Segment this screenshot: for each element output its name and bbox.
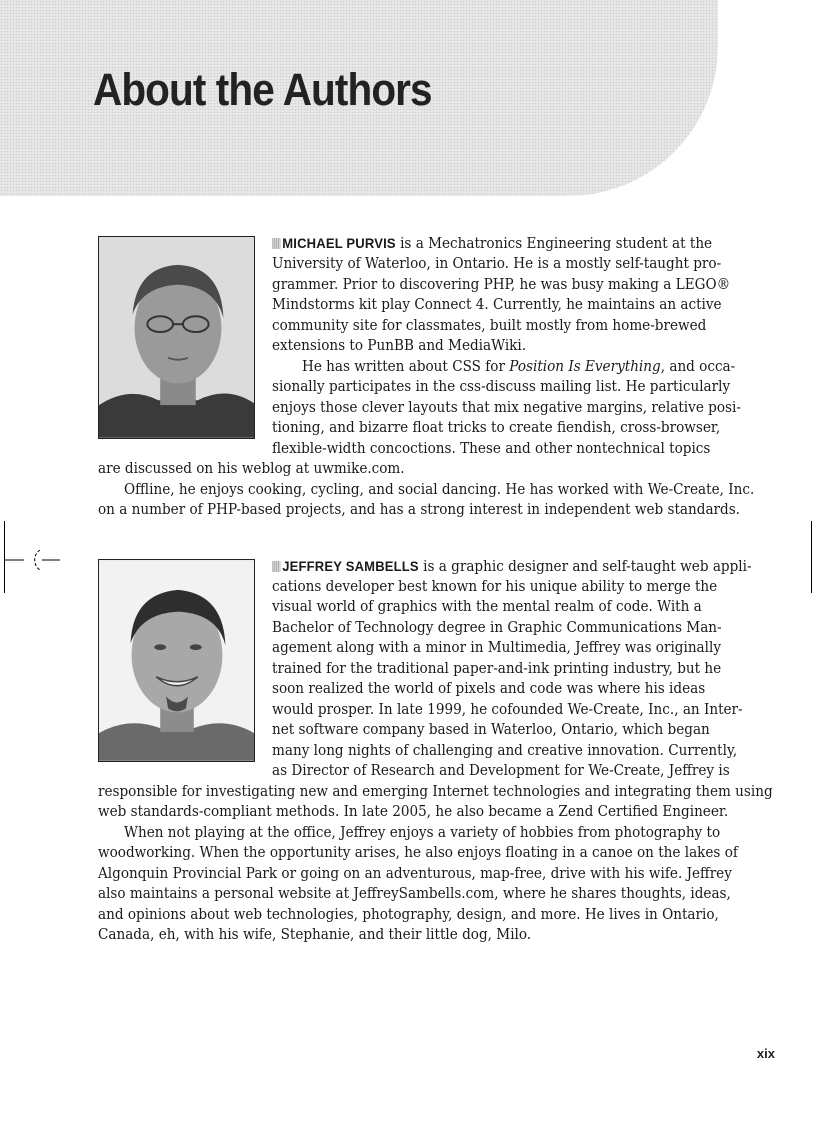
page-number: xix bbox=[756, 1046, 775, 1061]
bio-line: woodworking. When the opportunity arises, he also enjoys floating in a canoe on the lakes of bbox=[98, 844, 738, 861]
bio-line: trained for the traditional paper-and-ink printing industry, but he bbox=[272, 660, 722, 677]
bio-line: Mindstorms kit play Connect 4. Currently, he maintains an active bbox=[272, 296, 722, 313]
bio-line: net software company based in Waterloo, Ontario, which began bbox=[272, 721, 710, 738]
bio-line: visual world of graphics with the mental realm of code. With a bbox=[272, 598, 702, 615]
publication-title: Position Is Everything bbox=[509, 358, 661, 375]
author-photo-jeffrey-sambells bbox=[98, 559, 255, 762]
bio-line: responsible for investigating new and emerging Internet technologies and integrating them using bbox=[98, 783, 773, 800]
bio-line: Canada, eh, with his wife, Stephanie, and their little dog, Milo. bbox=[98, 926, 532, 943]
bio-line: also maintains a personal website at JeffreySambells.com, where he shares thoughts, ideas, bbox=[98, 885, 731, 902]
portrait-photo-smiling-man-with-goatee-icon bbox=[99, 560, 254, 761]
bio-line: many long nights of challenging and creative innovation. Currently, bbox=[272, 742, 738, 759]
bio-line: agement along with a minor in Multimedia, Jeffrey was originally bbox=[272, 639, 722, 656]
page-title: About the Authors bbox=[93, 64, 432, 115]
bio-line: JEFFREY SAMBELLS is a graphic designer and self-taught web appli- bbox=[272, 556, 752, 578]
bio-line: community site for classmates, built mostly from home-brewed bbox=[272, 317, 707, 334]
bio-line: cations developer best known for his unique ability to merge the bbox=[272, 578, 718, 595]
bio-line: grammer. Prior to discovering PHP, he was busy making a LEGO® bbox=[272, 276, 731, 293]
bio-line: When not playing at the office, Jeffrey enjoys a variety of hobbies from photography to bbox=[124, 824, 721, 841]
portrait-photo-man-with-glasses-icon bbox=[99, 237, 254, 438]
bio-line: on a number of PHP-based projects, and has a strong interest in independent web standards. bbox=[98, 501, 741, 518]
bio-line: Offline, he enjoys cooking, cycling, and social dancing. He has worked with We-Create, Inc. bbox=[124, 481, 755, 498]
registration-mark-icon bbox=[2, 545, 62, 575]
bio-line: tioning, and bizarre float tricks to create fiendish, cross-browser, bbox=[272, 419, 721, 436]
author-name: JEFFREY SAMBELLS bbox=[282, 558, 419, 574]
bio-line: University of Waterloo, in Ontario. He is a mostly self-taught pro- bbox=[272, 255, 722, 272]
bio-line: as Director of Research and Development for We-Create, Jeffrey is bbox=[272, 762, 730, 779]
chapter-header-band bbox=[0, 0, 718, 196]
bio-line: enjoys those clever layouts that mix negative margins, relative posi- bbox=[272, 399, 741, 416]
bio-line: soon realized the world of pixels and code was where his ideas bbox=[272, 680, 706, 697]
bio-line: Algonquin Provincial Park or going on an adventurous, map-free, drive with his wife. Jeffrey bbox=[98, 865, 732, 882]
bio-line: sionally participates in the css-discuss mailing list. He particularly bbox=[272, 378, 731, 395]
bullet-mark bbox=[272, 238, 280, 249]
bio-line: would prosper. In late 1999, he cofounded We-Create, Inc., an Inter- bbox=[272, 701, 743, 718]
bio-line: are discussed on his weblog at uwmike.com. bbox=[98, 460, 405, 477]
bio-line: flexible-width concoctions. These and other nontechnical topics bbox=[272, 440, 711, 457]
bio-line: Bachelor of Technology degree in Graphic Communications Man- bbox=[272, 619, 722, 636]
bio-line: web standards-compliant methods. In late 2005, he also became a Zend Certified Engineer. bbox=[98, 803, 729, 820]
bio-line: extensions to PunBB and MediaWiki. bbox=[272, 337, 527, 354]
bio-line: and opinions about web technologies, photography, design, and more. He lives in Ontario, bbox=[98, 906, 719, 923]
bio-line: MICHAEL PURVIS is a Mechatronics Engineering student at the bbox=[272, 233, 712, 255]
author-name: MICHAEL PURVIS bbox=[282, 235, 396, 251]
bullet-mark bbox=[272, 561, 280, 572]
bio-line: He has written about CSS for Position Is Everything, and occa- bbox=[302, 358, 736, 375]
right-trim-line bbox=[811, 521, 812, 593]
author-photo-michael-purvis bbox=[98, 236, 255, 439]
